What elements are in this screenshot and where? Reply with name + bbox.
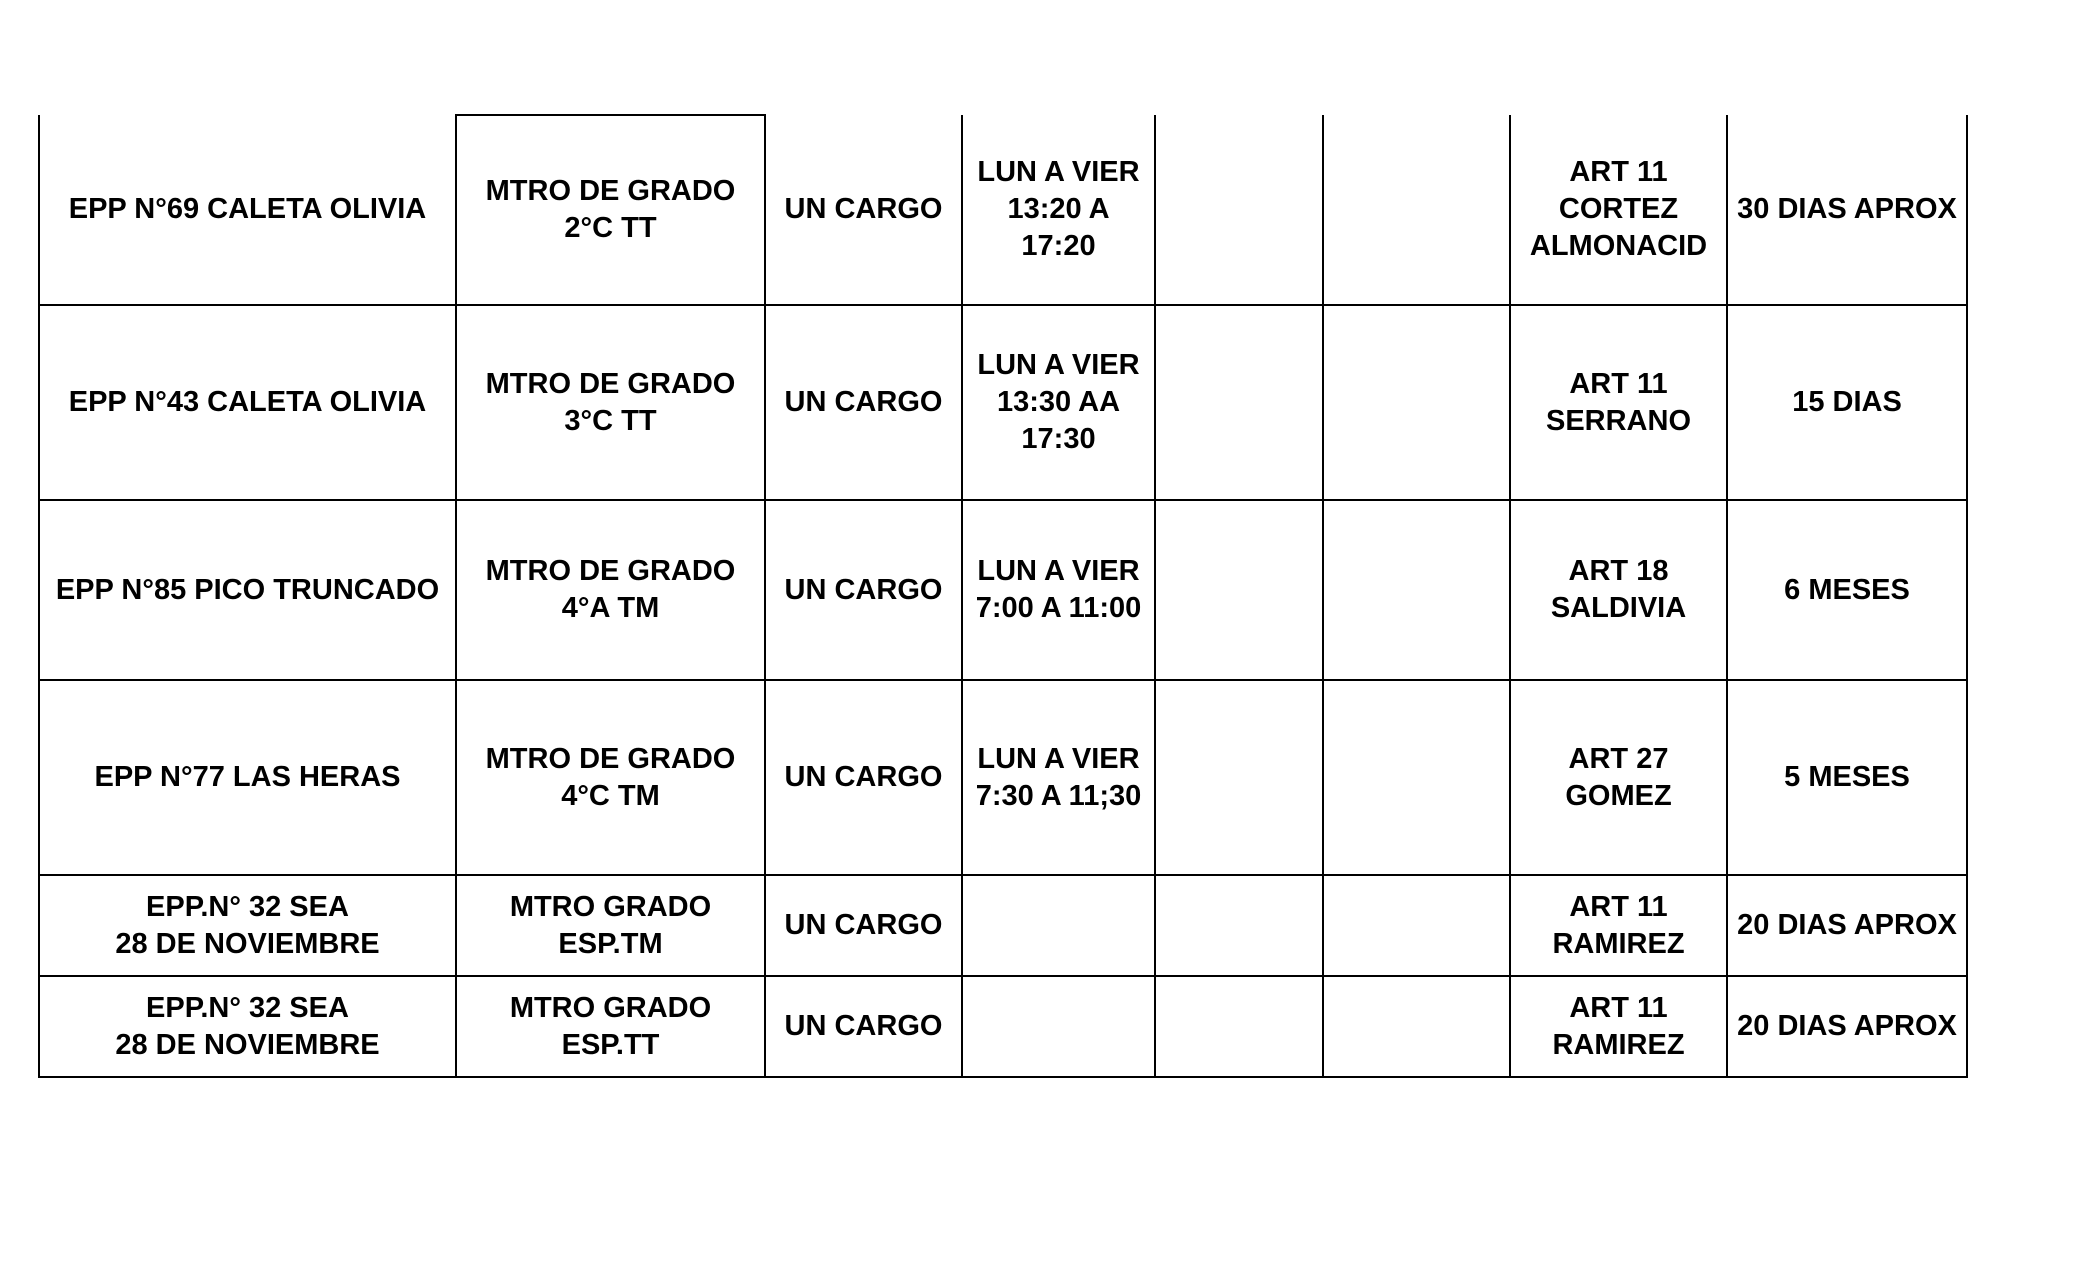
empty-cell xyxy=(1155,976,1323,1077)
schedule-cell: LUN A VIER 13:20 A 17:20 xyxy=(962,115,1155,305)
charge-cell: UN CARGO xyxy=(765,115,962,305)
table-row xyxy=(39,115,1967,305)
empty-cell xyxy=(1155,500,1323,680)
school-cell: EPP.N° 32 SEA 28 DE NOVIEMBRE xyxy=(39,875,456,976)
school-cell: EPP N°85 PICO TRUNCADO xyxy=(39,500,456,680)
empty-cell xyxy=(1323,500,1510,680)
empty-cell xyxy=(1155,875,1323,976)
duration-cell: 20 DIAS APROX xyxy=(1727,976,1967,1077)
charge-cell: UN CARGO xyxy=(765,305,962,500)
school-cell: EPP.N° 32 SEA 28 DE NOVIEMBRE xyxy=(39,976,456,1077)
table-row xyxy=(39,680,1967,875)
school-cell: EPP N°69 CALETA OLIVIA xyxy=(39,115,456,305)
article-cell: ART 11 RAMIREZ xyxy=(1510,875,1727,976)
schedule-cell xyxy=(962,976,1155,1077)
vacancy-table xyxy=(38,114,1968,1078)
empty-cell xyxy=(1155,680,1323,875)
table-row xyxy=(39,976,1967,1077)
schedule-cell: LUN A VIER 13:30 AA 17:30 xyxy=(962,305,1155,500)
charge-cell: UN CARGO xyxy=(765,976,962,1077)
school-cell: EPP N°77 LAS HERAS xyxy=(39,680,456,875)
article-cell: ART 18 SALDIVIA xyxy=(1510,500,1727,680)
schedule-cell: LUN A VIER 7:30 A 11;30 xyxy=(962,680,1155,875)
charge-cell: UN CARGO xyxy=(765,875,962,976)
table-row xyxy=(39,500,1967,680)
article-cell: ART 27 GOMEZ xyxy=(1510,680,1727,875)
position-cell: MTRO DE GRADO 3°C TT xyxy=(456,305,765,500)
empty-cell xyxy=(1323,680,1510,875)
table-row xyxy=(39,875,1967,976)
article-cell: ART 11 CORTEZ ALMONACID xyxy=(1510,115,1727,305)
duration-cell: 5 MESES xyxy=(1727,680,1967,875)
schedule-cell: LUN A VIER 7:00 A 11:00 xyxy=(962,500,1155,680)
article-cell: ART 11 RAMIREZ xyxy=(1510,976,1727,1077)
position-cell: MTRO DE GRADO 2°C TT xyxy=(456,115,765,305)
schedule-cell xyxy=(962,875,1155,976)
position-cell: MTRO DE GRADO 4°A TM xyxy=(456,500,765,680)
article-cell: ART 11 SERRANO xyxy=(1510,305,1727,500)
empty-cell xyxy=(1155,115,1323,305)
duration-cell: 15 DIAS xyxy=(1727,305,1967,500)
duration-cell: 30 DIAS APROX xyxy=(1727,115,1967,305)
empty-cell xyxy=(1155,305,1323,500)
empty-cell xyxy=(1323,976,1510,1077)
charge-cell: UN CARGO xyxy=(765,680,962,875)
position-cell: MTRO GRADO ESP.TT xyxy=(456,976,765,1077)
school-cell: EPP N°43 CALETA OLIVIA xyxy=(39,305,456,500)
empty-cell xyxy=(1323,305,1510,500)
table-row xyxy=(39,305,1967,500)
empty-cell xyxy=(1323,115,1510,305)
empty-cell xyxy=(1323,875,1510,976)
position-cell: MTRO GRADO ESP.TM xyxy=(456,875,765,976)
duration-cell: 6 MESES xyxy=(1727,500,1967,680)
position-cell: MTRO DE GRADO 4°C TM xyxy=(456,680,765,875)
charge-cell: UN CARGO xyxy=(765,500,962,680)
duration-cell: 20 DIAS APROX xyxy=(1727,875,1967,976)
